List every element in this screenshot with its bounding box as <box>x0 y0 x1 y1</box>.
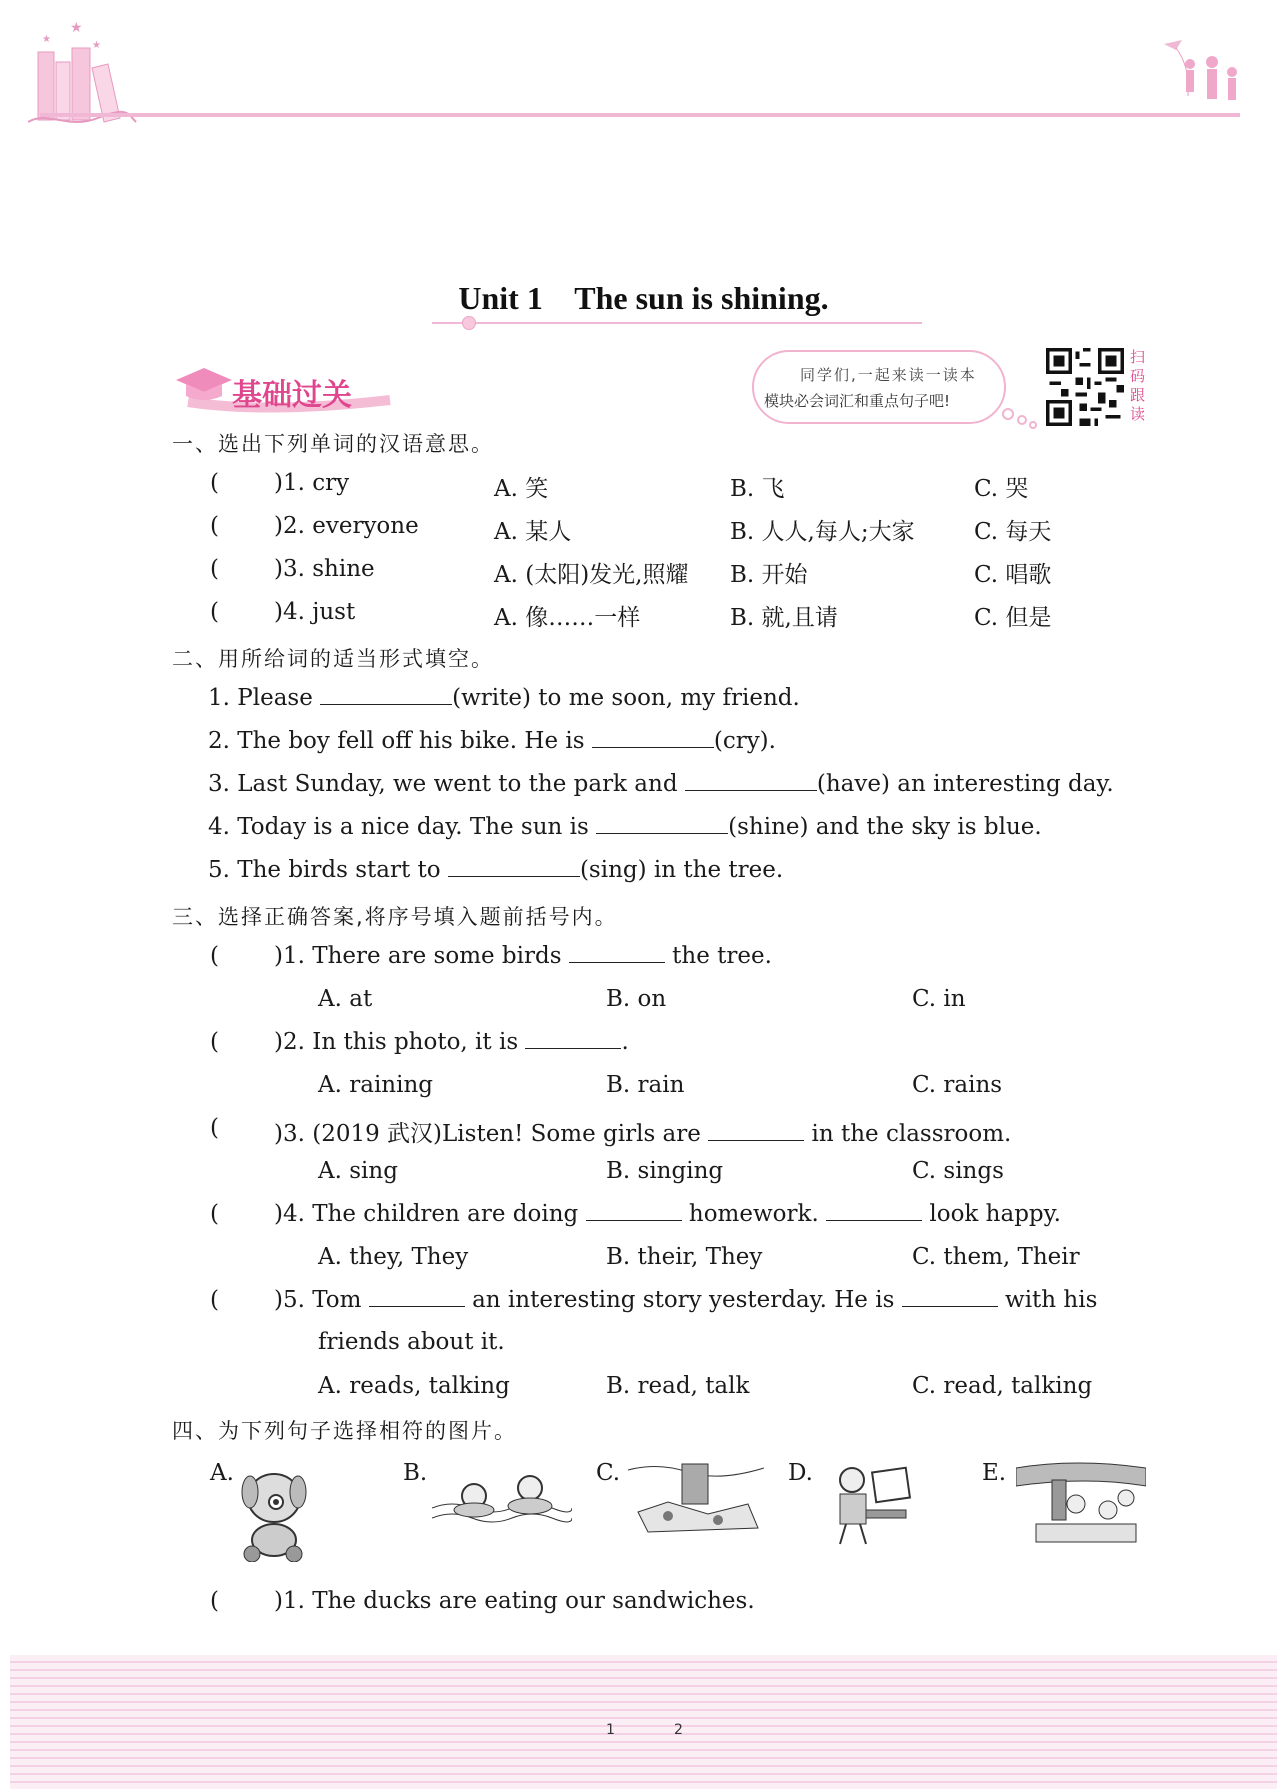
option-b: B. their, They <box>606 1244 763 1270</box>
answer-paren[interactable]: ( <box>210 1201 219 1227</box>
mc-text: friends about it. <box>318 1329 505 1355</box>
mc-text: in the classroom. <box>811 1121 1012 1147</box>
mc-text: with his <box>1005 1287 1098 1313</box>
answer-paren[interactable]: ( <box>210 1029 219 1055</box>
fill-text: 3. Last Sunday, we went to the park and <box>208 771 678 797</box>
mc-blank <box>826 1202 922 1221</box>
option-a: A. 笑 <box>494 476 549 502</box>
option-a: A. sing <box>318 1158 398 1184</box>
fill-item <box>208 814 1042 840</box>
svg-text:★: ★ <box>42 34 51 45</box>
mc-text: )4. The children are doing <box>274 1201 579 1227</box>
picture-label-b: B. <box>403 1460 428 1486</box>
bubble-tail-icon <box>1000 408 1040 432</box>
fill-blank[interactable] <box>685 772 817 791</box>
fill-text: (have) an interesting day. <box>816 771 1114 797</box>
puppy-picture-icon <box>236 1462 310 1562</box>
mc-question <box>274 943 772 969</box>
fill-blank[interactable] <box>592 729 714 748</box>
picture-label-c: C. <box>596 1460 621 1486</box>
picture-label-d: D. <box>788 1460 813 1486</box>
picture-label-e: E. <box>982 1460 1007 1486</box>
mc-blank <box>708 1122 804 1141</box>
speech-bubble <box>752 350 1006 424</box>
title-underline <box>432 322 922 324</box>
option-a: A. 像……一样 <box>494 605 641 631</box>
page-number-right: 2 <box>674 1722 683 1738</box>
picture-label-a: A. <box>210 1460 234 1486</box>
question: )4. just <box>274 599 356 625</box>
mc-blank <box>902 1288 998 1307</box>
option-b: B. 开始 <box>730 562 808 588</box>
answer-paren[interactable]: ( <box>210 1588 219 1614</box>
fill-item <box>208 771 1114 797</box>
part1-heading: 一、选出下列单词的汉语意思。 <box>172 432 494 456</box>
option-c: C. read, talking <box>912 1373 1093 1399</box>
answer-paren[interactable]: ( <box>210 943 219 969</box>
mc-question <box>274 1201 1061 1227</box>
question: )3. shine <box>274 556 375 582</box>
qr-label: 扫码跟读 <box>1130 348 1146 423</box>
option-c: C. 唱歌 <box>974 562 1052 588</box>
option-a: A. they, They <box>318 1244 469 1270</box>
fill-text: 2. The boy fell off his bike. He is <box>208 728 585 754</box>
svg-text:★: ★ <box>70 20 83 36</box>
option-c: C. 但是 <box>974 605 1052 631</box>
bubble-line-2: 模块必会词汇和重点句子吧! <box>764 392 951 410</box>
fill-text: (cry). <box>713 728 776 754</box>
fill-text: 4. Today is a nice day. The sun is <box>208 814 589 840</box>
option-a: A. 某人 <box>494 519 572 545</box>
footer-stripes <box>10 1655 1277 1789</box>
fill-blank[interactable] <box>448 858 580 877</box>
mc-question <box>274 1115 1011 1148</box>
option-c: C. 每天 <box>974 519 1052 545</box>
family-tree-picture-icon <box>1016 1462 1146 1546</box>
option-a: A. reads, talking <box>318 1373 510 1399</box>
option-c: C. them, Their <box>912 1244 1080 1270</box>
option-c: C. sings <box>912 1158 1004 1184</box>
part4-heading: 四、为下列句子选择相符的图片。 <box>172 1419 517 1443</box>
mc-text: an interesting story yesterday. He is <box>472 1287 895 1313</box>
qr-code-icon[interactable] <box>1046 348 1124 426</box>
answer-paren[interactable]: ( <box>210 513 219 539</box>
option-b: B. 飞 <box>730 476 785 502</box>
header-rule <box>40 113 1240 117</box>
option-b: B. 就,且请 <box>730 605 838 631</box>
mc-blank <box>569 944 665 963</box>
fill-blank[interactable] <box>596 815 728 834</box>
mc-text: )5. Tom <box>274 1287 362 1313</box>
title-dot <box>462 316 476 330</box>
ducks-picnic-picture-icon <box>628 1462 764 1538</box>
computer-boy-picture-icon <box>822 1460 916 1546</box>
option-a: A. (太阳)发光,照耀 <box>494 562 689 588</box>
fill-text: (write) to me soon, my friend. <box>452 685 800 711</box>
option-b: B. on <box>606 986 667 1012</box>
mc-blank <box>586 1202 682 1221</box>
fill-item <box>208 685 800 711</box>
option-c: C. in <box>912 986 966 1012</box>
section-badge: 基础过关 <box>232 378 352 413</box>
part2-heading: 二、用所给词的适当形式填空。 <box>172 647 494 671</box>
option-b: B. 人人,每人;大家 <box>730 519 915 545</box>
children-kite-icon <box>1160 36 1250 116</box>
answer-paren[interactable]: ( <box>210 599 219 625</box>
fill-item <box>208 728 776 754</box>
option-a: A. at <box>318 986 373 1012</box>
option-b: B. singing <box>606 1158 724 1184</box>
answer-paren[interactable]: ( <box>210 470 219 496</box>
part3-heading: 三、选择正确答案,将序号填入题前括号内。 <box>172 905 618 929</box>
mc-text: )2. In this photo, it is <box>274 1029 519 1055</box>
option-c: C. 哭 <box>974 476 1029 502</box>
answer-paren[interactable]: ( <box>210 1287 219 1313</box>
fill-text: 1. Please <box>208 685 313 711</box>
answer-paren[interactable]: ( <box>210 556 219 582</box>
option-b: B. read, talk <box>606 1373 750 1399</box>
swimming-children-picture-icon <box>432 1462 572 1532</box>
svg-text:★: ★ <box>92 40 101 51</box>
option-c: C. rains <box>912 1072 1003 1098</box>
mc-question <box>274 1287 1097 1313</box>
option-a: A. raining <box>318 1072 433 1098</box>
question: )2. everyone <box>274 513 419 539</box>
fill-text: (shine) and the sky is blue. <box>728 814 1042 840</box>
fill-blank[interactable] <box>320 686 452 705</box>
mc-blank <box>525 1030 621 1049</box>
fill-text: (sing) in the tree. <box>579 857 784 883</box>
fill-item <box>208 857 783 883</box>
answer-paren[interactable]: ( <box>210 1115 219 1141</box>
mc-text: look happy. <box>929 1201 1061 1227</box>
mc-text: )3. (2019 武汉)Listen! Some girls are <box>274 1121 701 1147</box>
question: )1. cry <box>274 470 350 496</box>
fill-text: 5. The birds start to <box>208 857 441 883</box>
page-number-left: 1 <box>606 1722 615 1738</box>
mc-text: )1. There are some birds <box>274 943 562 969</box>
bubble-line-1: 同学们,一起来读一读本 <box>800 366 977 384</box>
mc-text: the tree. <box>672 943 772 969</box>
mc-text: . <box>621 1029 629 1055</box>
page-title: Unit 1 The sun is shining. <box>458 280 829 316</box>
mc-text: homework. <box>688 1201 819 1227</box>
mc-blank <box>369 1288 465 1307</box>
mc-question <box>274 1029 629 1055</box>
option-b: B. rain <box>606 1072 685 1098</box>
matching-item: )1. The ducks are eating our sandwiches. <box>274 1588 755 1614</box>
